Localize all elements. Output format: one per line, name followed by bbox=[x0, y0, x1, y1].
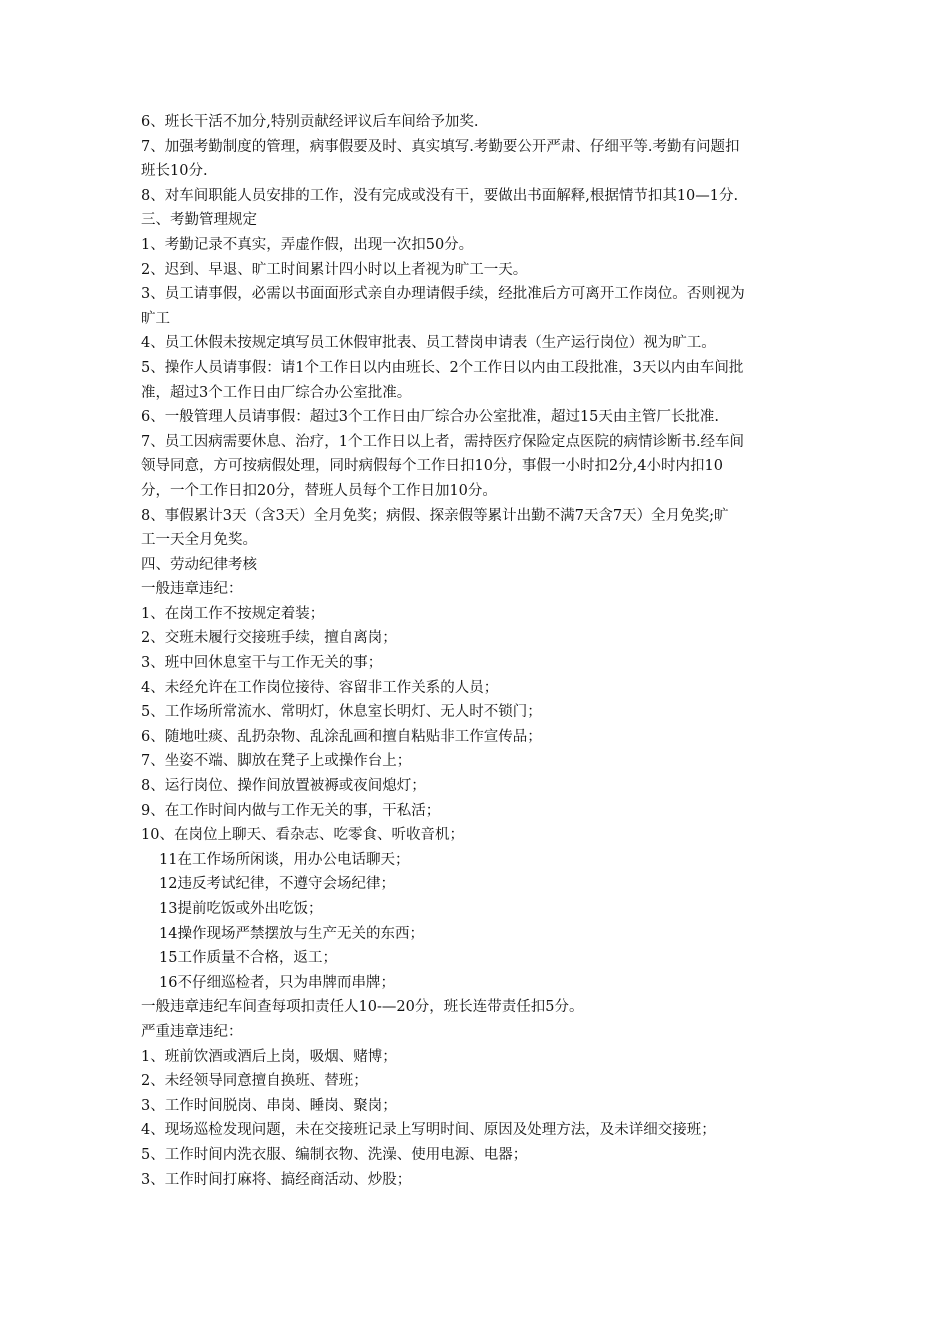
text-line: 4、员工休假未按规定填写员工休假审批表、员工替岗申请表（生产运行岗位）视为旷工。 bbox=[141, 335, 716, 352]
list-item: 1、在岗工作不按规定着装； bbox=[141, 605, 325, 622]
list-item: 3、工作时间打麻将、搞经商活动、炒股； bbox=[141, 1171, 412, 1188]
list-item: 5、工作场所常流水、常明灯，休息室长明灯、无人时不锁门； bbox=[141, 704, 542, 721]
list-item: 3、工作时间脱岗、串岗、睡岗、聚岗； bbox=[141, 1097, 397, 1114]
text-line: 8、事假累计3天（含3天）全月免奖；病假、探亲假等累计出勤不满7天含7天）全月免奖;旷 bbox=[141, 507, 729, 524]
list-item: 11在工作场所闲谈，用办公电话聊天； bbox=[159, 851, 410, 868]
list-item: 1、班前饮酒或酒后上岗，吸烟、赌博； bbox=[141, 1048, 397, 1065]
text-line: 班长10分. bbox=[141, 163, 208, 180]
text-line: 8、对车间职能人员安排的工作，没有完成或没有干，要做出书面解释,根据情节扣其10—1分. bbox=[141, 187, 739, 204]
list-item: 6、随地吐痰、乱扔杂物、乱涂乱画和擅自粘贴非工作宣传品； bbox=[141, 728, 542, 745]
document-body bbox=[141, 110, 821, 1192]
text-line: 准，超过3个工作日由厂综合办公室批准。 bbox=[141, 384, 412, 401]
text-line: 1、考勤记录不真实，弄虚作假，出现一次扣50分。 bbox=[141, 236, 474, 253]
text-line: 6、班长干活不加分,特别贡献经评议后车间给予加奖. bbox=[141, 114, 479, 130]
text-line: 工一天全月免奖。 bbox=[141, 532, 257, 549]
list-item: 9、在工作时间内做与工作无关的事，干私活； bbox=[141, 802, 441, 819]
list-item: 13提前吃饭或外出吃饭； bbox=[159, 901, 323, 917]
subsection-heading: 严重违章违纪： bbox=[141, 1023, 243, 1040]
list-item: 14操作现场严禁摆放与生产无关的东西； bbox=[159, 925, 424, 942]
text-line: 7、员工因病需要休息、治疗，1个工作日以上者，需持医疗保险定点医院的病情诊断书.经车间 bbox=[141, 433, 745, 450]
list-item: 4、现场巡检发现问题，未在交接班记录上写明时间、原因及处理方法，及未详细交接班； bbox=[141, 1122, 716, 1139]
list-item: 12违反考试纪律，不遵守会场纪律； bbox=[159, 876, 395, 893]
text-line: 6、一般管理人员请事假：超过3个工作日由厂综合办公室批准，超过15天由主管厂长批准. bbox=[141, 409, 720, 426]
list-item: 8、运行岗位、操作间放置被褥或夜间熄灯； bbox=[141, 778, 426, 795]
section-heading: 四、劳动纪律考核 bbox=[141, 556, 257, 573]
text-line: 7、加强考勤制度的管理，病事假要及时、真实填写.考勤要公开严肃、仔细平等.考勤有问题扣 bbox=[141, 138, 740, 155]
list-item: 3、班中回休息室干与工作无关的事； bbox=[141, 655, 383, 672]
text-line: 2、迟到、早退、旷工时间累计四小时以上者视为旷工一天。 bbox=[141, 261, 528, 278]
text-line: 一般违章违纪车间查每项扣责任人10-—20分，班长连带责任扣5分。 bbox=[141, 999, 584, 1016]
list-item: 15工作质量不合格，返工； bbox=[159, 950, 337, 967]
subsection-heading: 一般违章违纪： bbox=[141, 581, 243, 598]
section-heading: 三、考勤管理规定 bbox=[141, 212, 257, 229]
list-item: 5、工作时间内洗衣服、编制衣物、洗澡、使用电源、电器； bbox=[141, 1146, 528, 1163]
text-line: 分，一个工作日扣20分，替班人员每个工作日加10分。 bbox=[141, 482, 497, 499]
list-item: 4、未经允许在工作岗位接待、容留非工作关系的人员； bbox=[141, 679, 499, 696]
list-item: 16不仔细巡检者，只为串牌而串牌； bbox=[159, 974, 395, 991]
list-item: 2、未经领导同意擅自换班、替班； bbox=[141, 1073, 368, 1090]
list-item: 10、在岗位上聊天、看杂志、吃零食、听收音机； bbox=[141, 827, 464, 844]
text-line: 旷工 bbox=[141, 310, 170, 327]
text-line: 领导同意，方可按病假处理，同时病假每个工作日扣10分，事假一小时扣2分,4小时内扣10 bbox=[141, 458, 723, 475]
text-line: 3、员工请事假，必需以书面面形式亲自办理请假手续，经批准后方可离开工作岗位。否则视为 bbox=[141, 286, 745, 303]
list-item: 2、交班未履行交接班手续，擅自离岗； bbox=[141, 630, 397, 647]
text-line: 5、操作人员请事假：请1个工作日以内由班长、2个工作日以内由工段批准，3天以内由车间批 bbox=[141, 359, 744, 376]
list-item: 7、坐姿不端、脚放在凳子上或操作台上； bbox=[141, 753, 412, 770]
